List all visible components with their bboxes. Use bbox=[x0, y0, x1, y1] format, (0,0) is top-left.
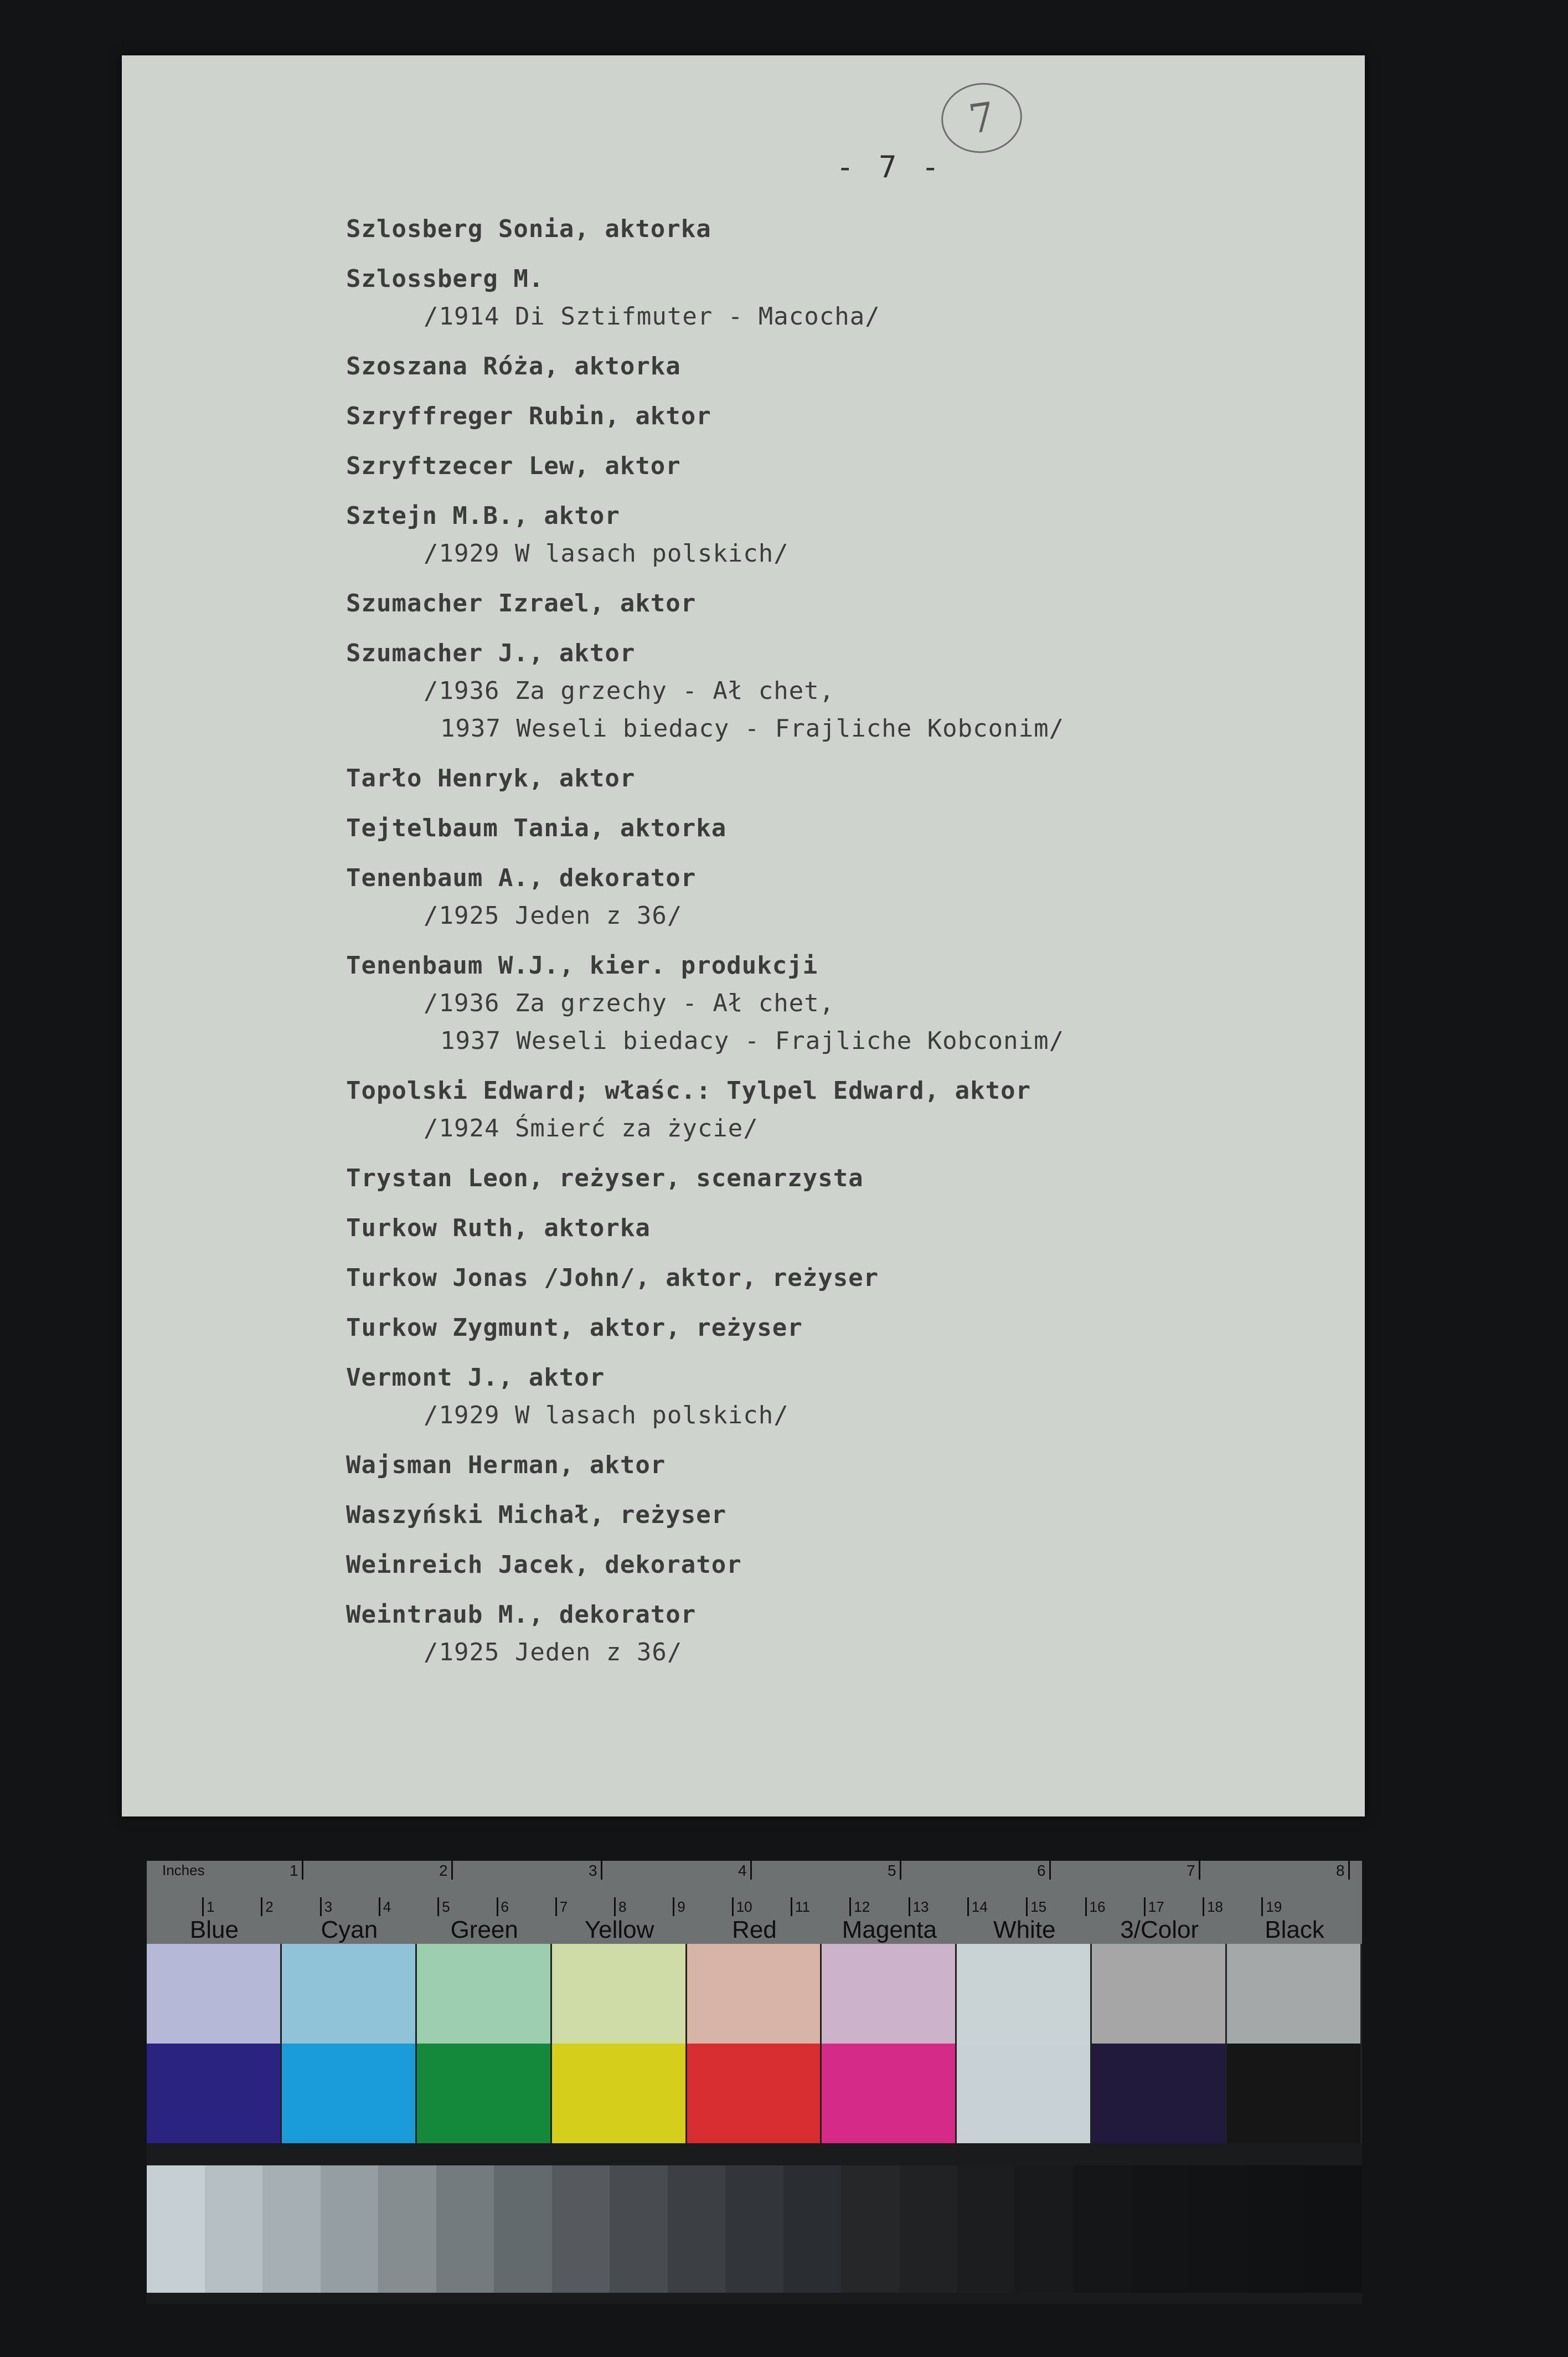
entry-list bbox=[346, 210, 1287, 1684]
ruler-inch-tick bbox=[451, 1861, 453, 1880]
ruler-inch-number: 2 bbox=[439, 1862, 448, 1879]
ruler-cm-number: 14 bbox=[971, 1898, 988, 1915]
entry-name-line: Waszyński Michał, reżyser bbox=[346, 1501, 727, 1529]
ruler-cm-tick bbox=[261, 1897, 262, 1916]
color-swatch bbox=[417, 2044, 552, 2143]
entry bbox=[346, 1259, 1287, 1297]
gray-step bbox=[725, 2165, 783, 2293]
ruler-inch-number: 1 bbox=[290, 1862, 298, 1879]
gray-step bbox=[899, 2165, 957, 2293]
color-swatch bbox=[282, 2044, 417, 2143]
ruler-cm-number: 8 bbox=[618, 1898, 627, 1915]
ruler-inch-number: 8 bbox=[1336, 1862, 1345, 1879]
entry-name-line: Wajsman Herman, aktor bbox=[346, 1451, 666, 1479]
ruler-cm-number: 15 bbox=[1030, 1898, 1047, 1915]
gray-step bbox=[957, 2165, 1015, 2293]
entry bbox=[346, 1359, 1287, 1434]
page-number: - 7 - bbox=[836, 150, 943, 184]
ruler-cm-tick bbox=[379, 1897, 380, 1916]
ruler-cm-tick bbox=[202, 1897, 204, 1916]
ruler-inch-tick bbox=[1049, 1861, 1051, 1880]
ruler-inch-tick bbox=[1348, 1861, 1350, 1880]
entry-name-line: Szlossberg M. bbox=[346, 265, 544, 293]
entry-name-line: Weintraub M., dekorator bbox=[346, 1601, 697, 1629]
color-swatch bbox=[417, 1944, 552, 2044]
ruler-cm-tick bbox=[967, 1897, 969, 1916]
entry-name-line: Szumacher Izrael, aktor bbox=[346, 589, 697, 617]
entry-name-line: Tenenbaum W.J., kier. produkcji bbox=[346, 951, 818, 980]
color-swatch bbox=[1092, 1944, 1227, 2044]
patch-label: Yellow bbox=[584, 1916, 654, 1943]
color-swatch bbox=[147, 1944, 282, 2044]
ruler-inch-number: 5 bbox=[888, 1862, 896, 1879]
entry bbox=[346, 497, 1287, 573]
ruler-inch-number: 7 bbox=[1187, 1862, 1195, 1879]
gray-scale-strip bbox=[147, 2165, 1362, 2293]
entry-name-line: Szryffreger Rubin, aktor bbox=[346, 402, 711, 430]
patch-label: Red bbox=[732, 1916, 777, 1943]
entry-name-line: Szryftzecer Lew, aktor bbox=[346, 452, 681, 480]
patch-label: Blue bbox=[189, 1916, 239, 1943]
ruler-cm-tick bbox=[1144, 1897, 1146, 1916]
gray-step bbox=[1246, 2165, 1304, 2293]
ruler-inch-number: 4 bbox=[738, 1862, 747, 1879]
entry-film-line: /1929 W lasach polskich/ bbox=[424, 539, 789, 568]
entry bbox=[346, 348, 1287, 385]
color-calibration-target bbox=[147, 1861, 1362, 2304]
patch-label: Magenta bbox=[842, 1916, 937, 1943]
entry bbox=[346, 760, 1287, 797]
ruler-cm-tick bbox=[1261, 1897, 1263, 1916]
ruler-cm-number: 9 bbox=[677, 1898, 685, 1915]
patch-label: Black bbox=[1265, 1916, 1324, 1943]
ruler bbox=[147, 1861, 1362, 1916]
entry bbox=[346, 398, 1287, 435]
entry bbox=[346, 1072, 1287, 1147]
gray-step bbox=[1073, 2165, 1131, 2293]
ruler-cm-tick bbox=[732, 1897, 734, 1916]
entry-name-line: Vermont J., aktor bbox=[346, 1363, 605, 1392]
ruler-cm-tick bbox=[614, 1897, 616, 1916]
entry-film-line: 1937 Weseli biedacy - Frajliche Kobconim/ bbox=[440, 1027, 1065, 1055]
ruler-cm-number: 13 bbox=[912, 1898, 929, 1915]
entry-film-line: /1929 W lasach polskich/ bbox=[424, 1401, 789, 1429]
entry-name-line: Turkow Zygmunt, aktor, reżyser bbox=[346, 1314, 803, 1342]
gray-step bbox=[610, 2165, 668, 2293]
gray-step bbox=[147, 2165, 205, 2293]
entry-name-line: Weinreich Jacek, dekorator bbox=[346, 1551, 742, 1579]
gray-step bbox=[1189, 2165, 1247, 2293]
entry-name-line: Turkow Ruth, aktorka bbox=[346, 1214, 651, 1242]
entry-name-line: Tejtelbaum Tania, aktorka bbox=[346, 814, 727, 842]
gray-step bbox=[321, 2165, 379, 2293]
color-swatch bbox=[957, 2044, 1092, 2143]
ruler-cm-number: 12 bbox=[854, 1898, 870, 1915]
patch-label: Green bbox=[450, 1916, 518, 1943]
color-swatch bbox=[147, 2044, 282, 2143]
entry bbox=[346, 1160, 1287, 1197]
patch-labels bbox=[147, 1916, 1362, 1944]
entry-film-line: /1925 Jeden z 36/ bbox=[424, 902, 683, 930]
color-swatch bbox=[1092, 2044, 1227, 2143]
ruler-inch-number: 6 bbox=[1037, 1862, 1046, 1879]
gray-step bbox=[1015, 2165, 1073, 2293]
ruler-cm-tick bbox=[1026, 1897, 1028, 1916]
ruler-cm-number: 3 bbox=[324, 1898, 333, 1915]
gray-step bbox=[1304, 2165, 1363, 2293]
ruler-cm-number: 5 bbox=[442, 1898, 450, 1915]
ruler-inch-tick bbox=[302, 1861, 303, 1880]
ruler-cm-number: 10 bbox=[736, 1898, 752, 1915]
ruler-cm-number: 4 bbox=[383, 1898, 391, 1915]
entry bbox=[346, 810, 1287, 847]
entry bbox=[346, 1496, 1287, 1534]
gray-step bbox=[205, 2165, 263, 2293]
entry-name-line: Topolski Edward; właśc.: Tylpel Edward, aktor bbox=[346, 1077, 1031, 1105]
ruler-cm-tick bbox=[320, 1897, 322, 1916]
patch-label: Cyan bbox=[321, 1916, 378, 1943]
entry-name-line: Szlosberg Sonia, aktorka bbox=[346, 215, 711, 243]
ruler-inches-label: Inches bbox=[162, 1862, 205, 1879]
color-patches bbox=[147, 1944, 1362, 2143]
entry-name-line: Trystan Leon, reżyser, scenarzysta bbox=[346, 1164, 864, 1192]
color-swatch bbox=[552, 2044, 687, 2143]
gray-step bbox=[783, 2165, 842, 2293]
ruler-inch-tick bbox=[900, 1861, 901, 1880]
gray-step bbox=[262, 2165, 321, 2293]
ruler-cm-number: 1 bbox=[207, 1898, 215, 1915]
entry-name-line: Tarło Henryk, aktor bbox=[346, 764, 636, 792]
entry bbox=[346, 1596, 1287, 1671]
ruler-cm-number: 11 bbox=[795, 1898, 810, 1915]
color-swatch bbox=[687, 1944, 822, 2044]
entry-film-line: /1936 Za grzechy - Ał chet, bbox=[424, 677, 835, 705]
patch-label: 3/Color bbox=[1120, 1916, 1199, 1943]
color-swatch bbox=[687, 2044, 822, 2143]
gray-step bbox=[494, 2165, 552, 2293]
entry bbox=[346, 210, 1287, 248]
entry-film-line: /1914 Di Sztifmuter - Macocha/ bbox=[424, 302, 880, 331]
ruler-cm-tick bbox=[437, 1897, 439, 1916]
color-swatch bbox=[552, 1944, 687, 2044]
typed-page bbox=[122, 55, 1365, 1816]
gray-step bbox=[668, 2165, 726, 2293]
entry-film-line: 1937 Weseli biedacy - Frajliche Kobconim/ bbox=[440, 714, 1065, 743]
ruler-cm-number: 7 bbox=[559, 1898, 568, 1915]
patch-label: White bbox=[993, 1916, 1056, 1943]
gray-step bbox=[841, 2165, 899, 2293]
ruler-inch-number: 3 bbox=[589, 1862, 597, 1879]
ruler-cm-number: 18 bbox=[1207, 1898, 1224, 1915]
entry bbox=[346, 1210, 1287, 1247]
entry-name-line: Turkow Jonas /John/, aktor, reżyser bbox=[346, 1264, 879, 1292]
color-swatch bbox=[822, 2044, 957, 2143]
color-swatch bbox=[1227, 1944, 1362, 2044]
entry bbox=[346, 1447, 1287, 1484]
ruler-cm-tick bbox=[1085, 1897, 1087, 1916]
entry-name-line: Tenenbaum A., dekorator bbox=[346, 864, 697, 892]
ruler-cm-number: 19 bbox=[1266, 1898, 1282, 1915]
gray-step bbox=[378, 2165, 436, 2293]
entry bbox=[346, 947, 1287, 1060]
ruler-cm-number: 6 bbox=[501, 1898, 509, 1915]
entry bbox=[346, 635, 1287, 748]
color-swatch bbox=[1227, 2044, 1362, 2143]
handwritten-circled-number: 7 bbox=[937, 78, 1027, 158]
entry-name-line: Szoszana Róża, aktorka bbox=[346, 352, 681, 380]
entry bbox=[346, 585, 1287, 622]
ruler-cm-number: 16 bbox=[1089, 1898, 1106, 1915]
gray-step bbox=[1131, 2165, 1189, 2293]
color-swatch bbox=[282, 1944, 417, 2044]
ruler-inch-tick bbox=[601, 1861, 602, 1880]
entry bbox=[346, 1309, 1287, 1347]
entry bbox=[346, 260, 1287, 336]
entry-film-line: /1925 Jeden z 36/ bbox=[424, 1638, 683, 1666]
entry bbox=[346, 1546, 1287, 1584]
ruler-inch-tick bbox=[750, 1861, 752, 1880]
gray-step bbox=[436, 2165, 494, 2293]
color-swatch bbox=[957, 1944, 1092, 2044]
ruler-cm-tick bbox=[1203, 1897, 1204, 1916]
entry bbox=[346, 860, 1287, 935]
entry bbox=[346, 447, 1287, 485]
entry-film-line: /1936 Za grzechy - Ał chet, bbox=[424, 989, 835, 1017]
entry-name-line: Sztejn M.B., aktor bbox=[346, 502, 620, 530]
ruler-cm-tick bbox=[909, 1897, 910, 1916]
ruler-cm-number: 17 bbox=[1148, 1898, 1164, 1915]
entry-name-line: Szumacher J., aktor bbox=[346, 639, 636, 667]
ruler-cm-tick bbox=[673, 1897, 674, 1916]
ruler-cm-tick bbox=[849, 1897, 851, 1916]
entry-film-line: /1924 Śmierć za życie/ bbox=[424, 1114, 759, 1143]
ruler-cm-tick bbox=[791, 1897, 792, 1916]
gray-step bbox=[552, 2165, 610, 2293]
ruler-cm-tick bbox=[497, 1897, 498, 1916]
ruler-cm-number: 2 bbox=[265, 1898, 274, 1915]
ruler-cm-tick bbox=[555, 1897, 557, 1916]
color-swatch bbox=[822, 1944, 957, 2044]
ruler-inch-tick bbox=[1199, 1861, 1200, 1880]
